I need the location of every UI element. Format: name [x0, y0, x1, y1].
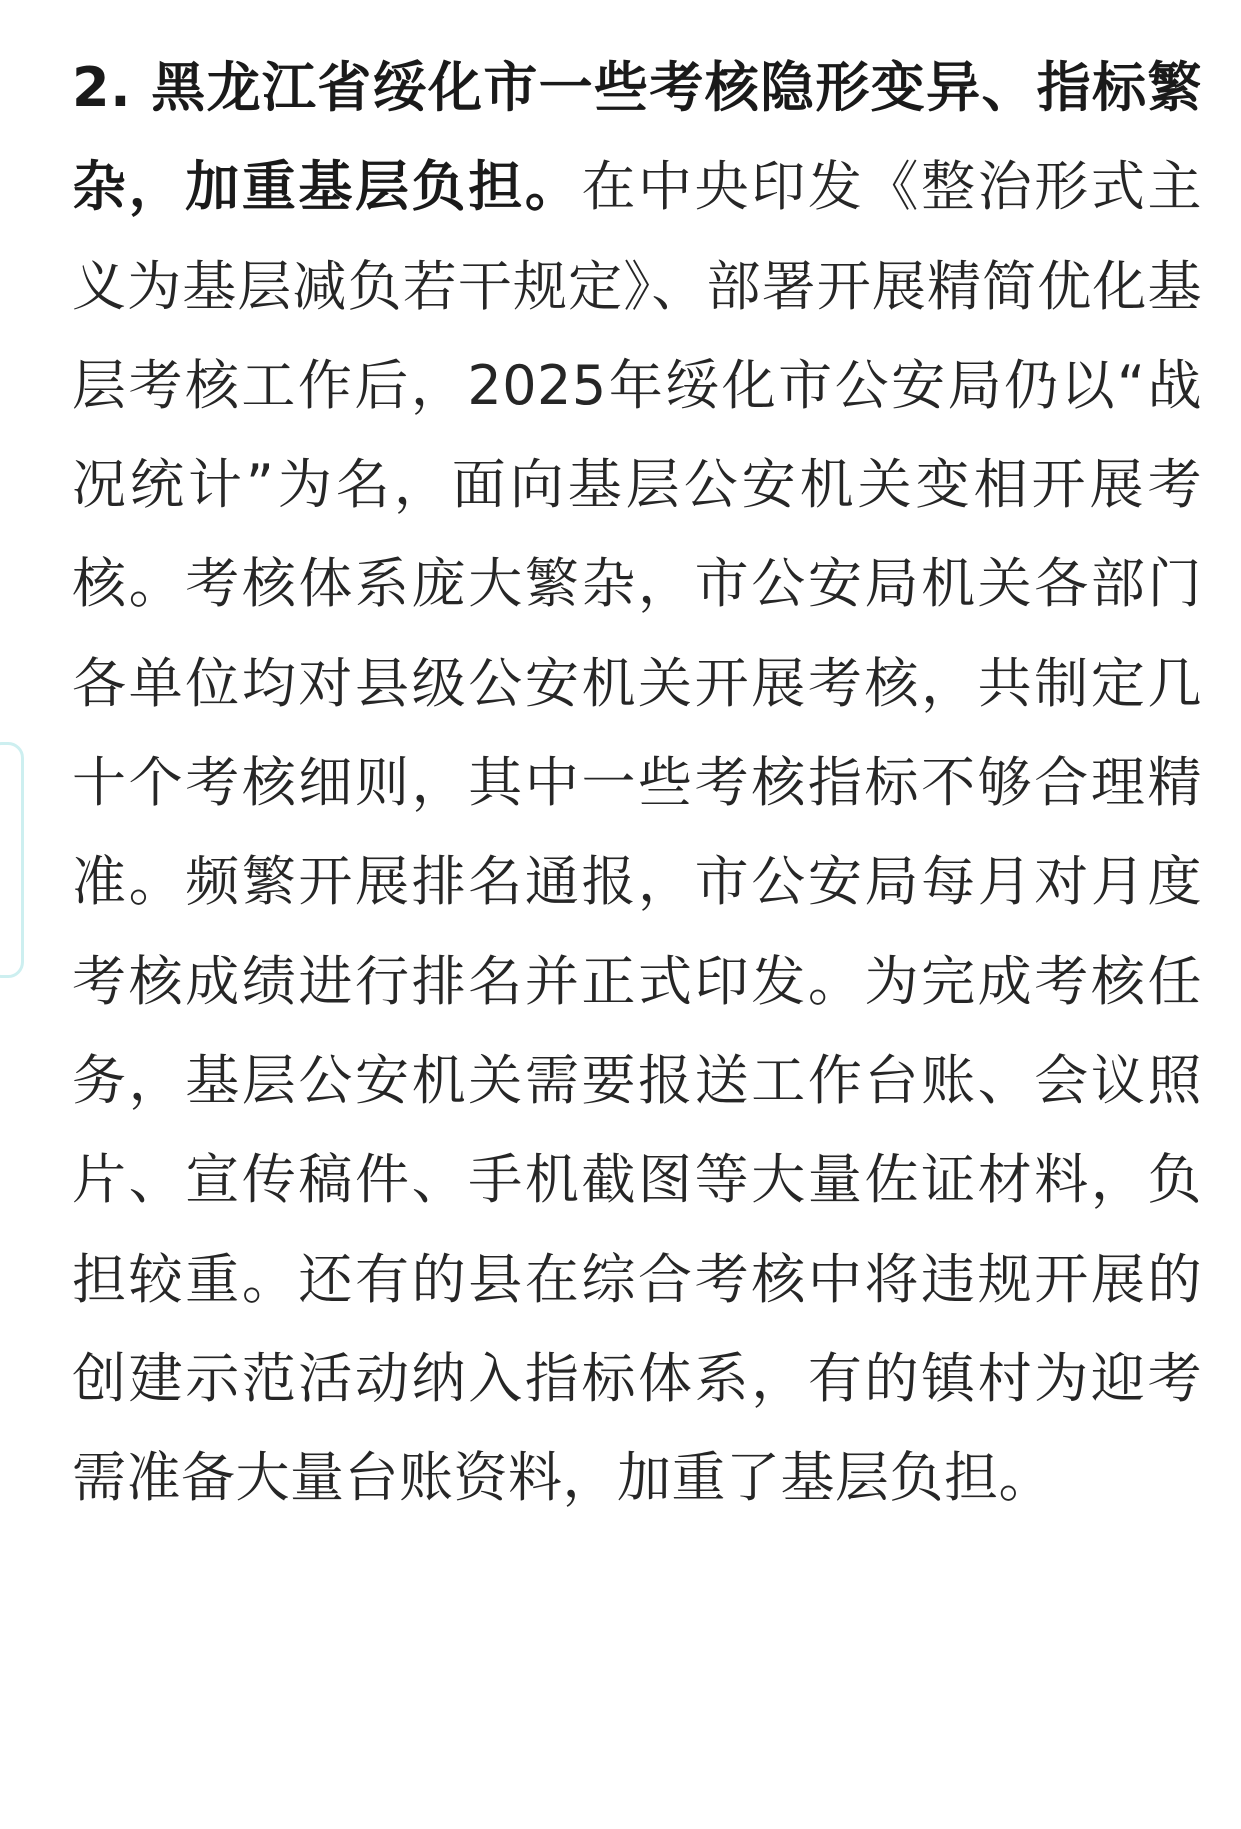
article-paragraph — [72, 38, 1202, 1527]
article-body: 在中央印发《整治形式主义为基层减负若干规定》、部署开展精简优化基层考核工作后，2025年绥化市公安局仍以“战况统计”为名，面向基层公安机关变相开展考核。考核体系庞大繁杂，市公安局机关各部门各单位均对县级公安机关开展考核，共制定几十个考核细则，其中一些考核指标不够合理精准。频繁开展排名通报，市公安局每月对月度考核成绩进行排名并正式印发。为完成考核任务，基层公安机关需要报送工作台账、会议照片、宣传稿件、手机截图等大量佐证材料，负担较重。还有的县在综合考核中将违规开展的创建示范活动纳入指标体系，有的镇村为迎考需准备大量台账资料，加重了基层负担。 — [72, 155, 1203, 1510]
article-heading: 2. 黑龙江省绥化市一些考核隐形变异、指标繁杂，加重基层负担。 — [72, 56, 1202, 219]
side-tab-handle[interactable] — [0, 742, 24, 978]
